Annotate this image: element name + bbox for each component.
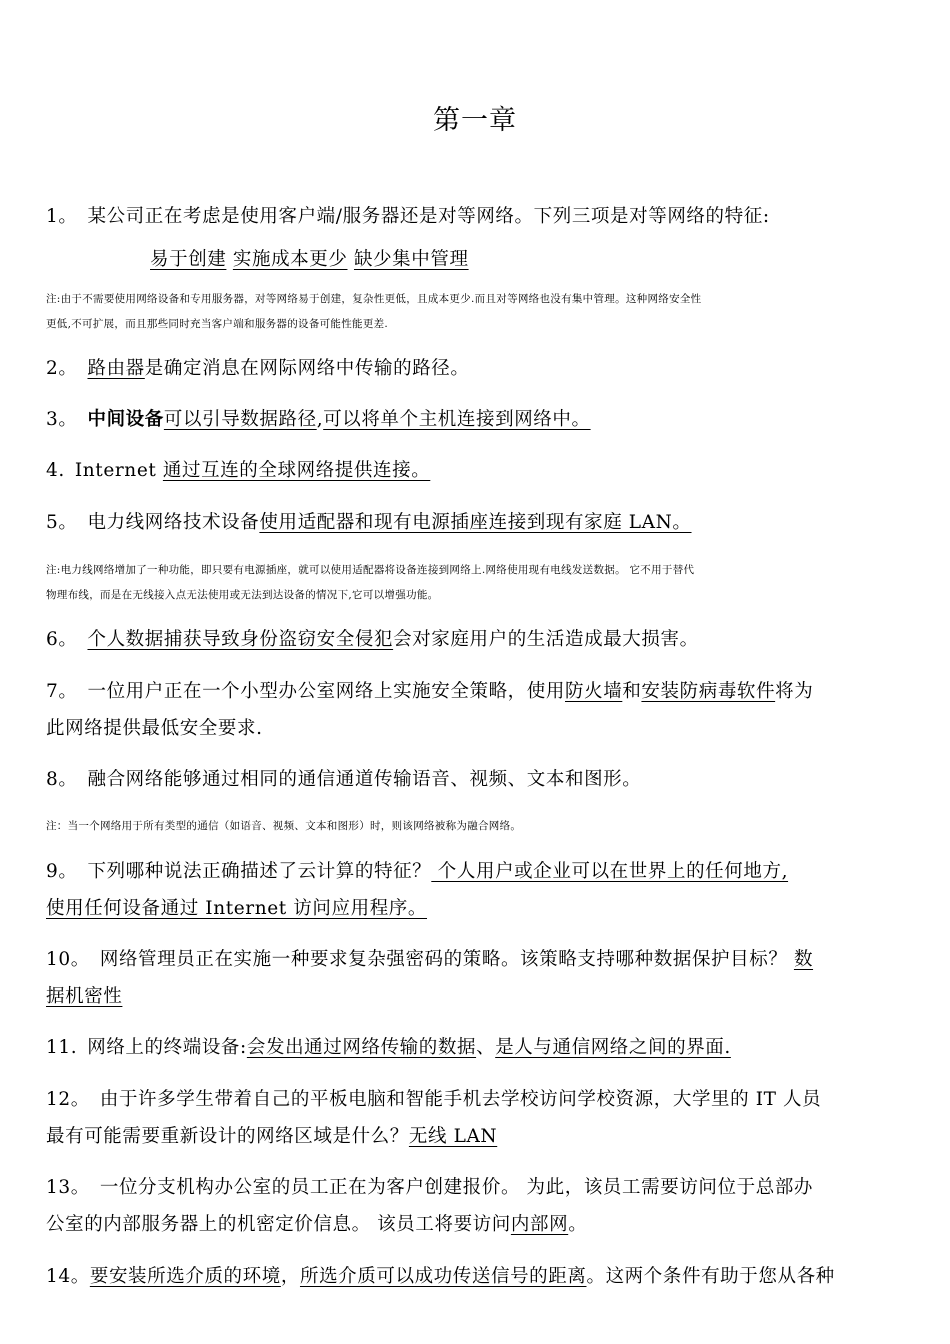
answer: 个人用户或企业可以在世界上的任何地方, [431, 861, 789, 882]
answer: 防火墙 [565, 681, 623, 702]
answer: 会发出通过网络传输的数据 [246, 1037, 477, 1058]
question-number: 6。 [46, 629, 78, 650]
question-text: 。 [568, 1214, 588, 1235]
note: 注:由于不需要使用网络设备和专用服务器，对等网络易于创建，复杂性更低，且成本更少.而且对等网络也没有集中管理。这种网络安全性 [46, 293, 702, 305]
separator: ， [280, 1266, 300, 1287]
question-number: 3。 [46, 409, 78, 430]
question-14 [46, 1262, 906, 1288]
answer: 个人数据捕获导致身份盗窃安全侵犯 [87, 629, 394, 650]
question-2 [46, 354, 906, 380]
answer: 使用适配器和现有电源插座连接到现有家庭 LAN。 [259, 512, 692, 533]
question-number: 7。 [46, 681, 78, 702]
question-1 [46, 202, 906, 228]
chapter-title: 第一章 [433, 105, 517, 136]
answer: 内部网 [510, 1214, 569, 1235]
question-4 [46, 456, 906, 482]
question-text: 某公司正在考虑是使用客户端/服务器还是对等网络。下列三项是对等网络的特征: [87, 206, 770, 227]
question-text: 融合网络能够通过相同的通信通道传输语音、视频、文本和图形。 [87, 769, 642, 790]
question-text: 由于许多学生带着自己的平板电脑和智能手机去学校访问学校资源，大学里的 IT 人员 [99, 1089, 822, 1110]
answer: 所选介质可以成功传送信号的距离 [299, 1266, 587, 1287]
question-13-continued [46, 1210, 906, 1236]
question-number: 5。 [46, 512, 78, 533]
question-text: 和 [622, 681, 642, 702]
question-number: 8。 [46, 769, 78, 790]
answer: 缺少集中管理 [353, 249, 469, 270]
question-3 [46, 405, 906, 431]
bold-term: 中间设备 [87, 409, 164, 430]
question-6 [46, 625, 906, 651]
answer: 易于创建 [150, 249, 227, 270]
question-9-continued [46, 894, 906, 920]
answer: 要安装所选介质的环境 [89, 1266, 281, 1287]
answer: 可以引导数据路径 [163, 409, 317, 430]
question-number: 9。 [46, 861, 78, 882]
question-number: 1。 [46, 206, 78, 227]
question-number: 10。 [46, 949, 90, 970]
answer: 可以将单个主机连接到网络中。 [323, 409, 591, 430]
question-12 [46, 1085, 906, 1111]
question-text: 网络上的终端设备: [87, 1037, 247, 1058]
note: 更低,不可扩展，而且那些同时充当客户端和服务器的设备可能性能更差. [46, 318, 389, 330]
note: 物理布线，而是在无线接入点无法使用或无法到达设备的情况下,它可以增强功能。 [46, 589, 439, 601]
question-text: 网络管理员正在实施一种要求复杂强密码的策略。该策略支持哪种数据保护目标？ [99, 949, 788, 970]
question-11 [46, 1033, 906, 1059]
question-text: 。这两个条件有助于您从各种 [586, 1266, 835, 1287]
question-7 [46, 677, 906, 703]
question-9 [46, 857, 906, 883]
answer: 安装防病毒软件 [641, 681, 776, 702]
question-8 [46, 765, 906, 791]
answer: 使用任何设备通过 Internet 访问应用程序。 [46, 898, 428, 919]
question-text: 一位分支机构办公室的员工正在为客户创建报价。 为此，该员工需要访问位于总部办 [99, 1177, 814, 1198]
question-number: 12。 [46, 1089, 90, 1110]
question-10-continued [46, 982, 906, 1008]
question-number: 2。 [46, 358, 78, 379]
separator: 、 [476, 1037, 496, 1058]
question-number: 14。 [46, 1266, 90, 1287]
question-text: 将为 [775, 681, 814, 702]
answer: 路由器 [87, 358, 145, 379]
question-text: 是确定消息在网际网络中传输的路径。 [144, 358, 470, 379]
answer: 无线 LAN [408, 1126, 498, 1147]
question-number: 4. [46, 460, 65, 481]
question-12-continued [46, 1122, 906, 1148]
answer: 通过互连的全球网络提供连接。 [162, 460, 431, 481]
question-text: 最有可能需要重新设计的网络区域是什么？ [46, 1126, 409, 1147]
answer: 据机密性 [46, 986, 123, 1007]
question-text: 公室的内部服务器上的机密定价信息。 该员工将要访问 [46, 1214, 511, 1235]
question-1-answers [150, 245, 950, 271]
question-10 [46, 945, 906, 971]
answer: 是人与通信网络之间的界面. [495, 1037, 731, 1058]
question-number: 13。 [46, 1177, 90, 1198]
answer: 数 [793, 949, 814, 970]
note: 注：当一个网络用于所有类型的通信（如语音、视频、文本和图形）时，则该网络被称为融合网络。 [46, 820, 522, 832]
question-13 [46, 1173, 906, 1199]
question-text: 电力线网络技术设备 [87, 512, 260, 533]
question-text: Internet [74, 460, 163, 481]
question-number: 11. [46, 1037, 78, 1058]
note: 注:电力线网络增加了一种功能，即只要有电源插座，就可以使用适配器将设备连接到网络上.网络使用现有电线发送数据。 它不用于替代 [46, 564, 695, 576]
question-text: 会对家庭用户的生活造成最大损害。 [393, 629, 699, 650]
answer: 实施成本更少 [232, 249, 348, 270]
question-7-continued: 此网络提供最低安全要求. [46, 718, 263, 739]
question-text: 一位用户正在一个小型办公室网络上实施安全策略，使用 [87, 681, 565, 702]
question-5 [46, 508, 906, 534]
question-text: 下列哪种说法正确描述了云计算的特征？ [87, 861, 432, 882]
separator: , [316, 409, 324, 430]
